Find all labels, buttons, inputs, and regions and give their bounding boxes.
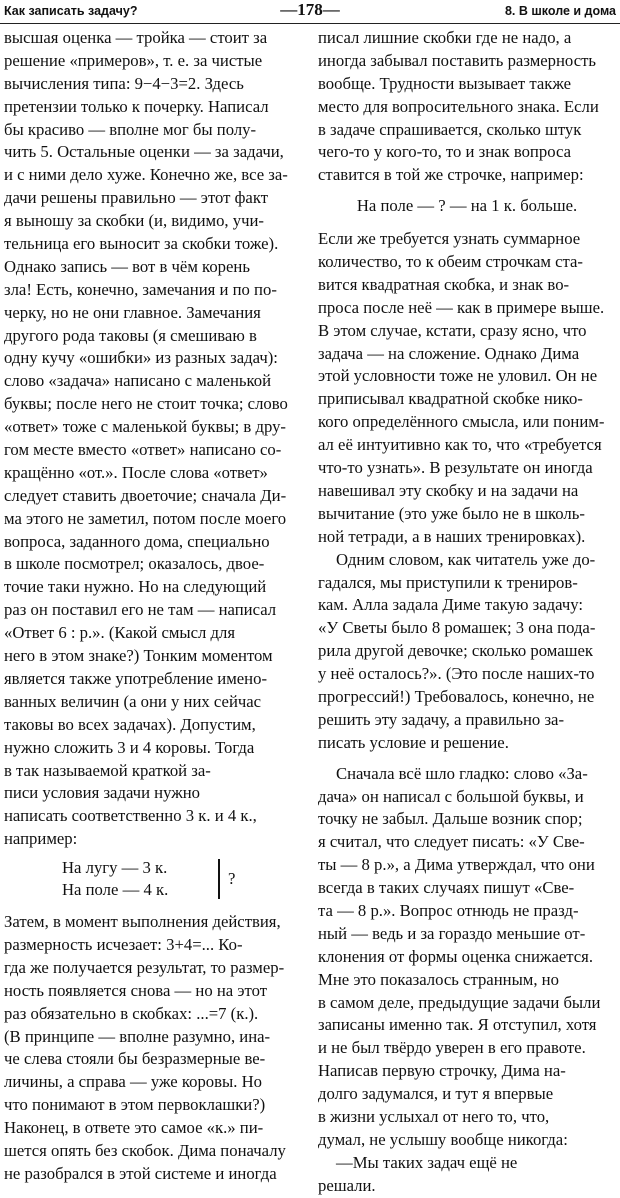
text-line: слово «задача» написано с маленькой — [4, 371, 272, 391]
text-line: точие таки нужно. Но на следующий — [4, 577, 267, 597]
text-line: писал лишние скобки где не надо, а — [318, 28, 572, 47]
text-line: я выношу за скобки (и, видимо, учи- — [4, 211, 264, 231]
text-line: «Ответ 6 : р.». (Какой смысл для — [4, 623, 236, 643]
text-line: что-то узнать». В результате он иногда — [318, 458, 593, 478]
text-line: всегда в таких случаях пишут «Све- — [318, 878, 575, 898]
text-line: кого определённого смысла, или поним- — [318, 412, 605, 432]
text-line: кращённо «от.». После слова «ответ» — [4, 462, 268, 482]
text-line: гда же получается результат, то размер- — [4, 957, 285, 977]
text-line: иногда забывал поставить размерность — [318, 50, 596, 70]
text-line: нужно сложить 3 и 4 коровы. Тогда — [4, 737, 255, 757]
text-line: задача — на сложение. Однако Дима — [318, 343, 580, 363]
text-line: следует ставить двоеточие; сначала Ди- — [4, 485, 287, 505]
text-line: и не был твёрдо уверен в его правоте. — [318, 1038, 586, 1058]
text-line: гадался, мы приступили к трениров- — [318, 572, 578, 592]
text-line: высшая оценка — тройка — стоит за — [4, 28, 268, 47]
text-line: чить 5. Остальные оценки — за задачи, — [4, 142, 284, 162]
page-number: —178— — [280, 0, 340, 19]
text-line: место для вопросительного знака. Если — [318, 96, 599, 116]
text-line: и с ними дело хуже. Конечно же, все за- — [4, 165, 288, 185]
text-line: размерность исчезает: 3+4=... Ко- — [4, 934, 243, 954]
text-line: прогрессий!) Требовалось, конечно, не — [318, 686, 595, 706]
text-line: является также употребление имено- — [4, 668, 268, 688]
text-line: Сначала всё шло гладко: слово «За- — [336, 763, 588, 783]
text-line: зла! Есть, конечно, замечания и по по- — [4, 279, 277, 299]
text-line: дачи решены правильно — этот факт — [4, 188, 269, 208]
text-line: у неё осталось?». (Это после наших-то — [318, 664, 595, 684]
text-line: я считал, что следует писать: «У Све- — [318, 832, 585, 852]
text-line: шется опять без скобок. Дима поначалу — [4, 1140, 286, 1160]
text-line: та — 8 р.». Вопрос отнюдь не празд- — [318, 900, 579, 920]
example-line-1: На лугу — 3 к. — [62, 858, 168, 878]
chapter-title: Как записать задачу? — [4, 4, 138, 18]
text-line: рила другой девочке; сколько ромашек — [318, 641, 593, 661]
square-bracket — [212, 859, 220, 899]
text-line: Однако запись — вот в чём корень — [4, 256, 250, 276]
text-line: буквы; после него не стоит точка; слово — [4, 394, 288, 414]
right-column — [318, 27, 616, 1198]
text-line: раз обязательно в скобках: ...=7 (к.). — [4, 1003, 259, 1023]
example-block — [4, 857, 304, 903]
left-column — [4, 27, 304, 1186]
text-line: решение «примеров», т. е. за чистые — [4, 50, 263, 70]
text-line: например: — [4, 829, 78, 849]
text-line: тельница его выносит за скобки тоже). — [4, 234, 279, 254]
text-line: в жизни услыхал от него то, что, — [318, 1106, 550, 1126]
text-line: чего-то у кого-то, то и знак вопроса — [318, 142, 571, 162]
text-line: черку, но не они главное. Замечания — [4, 302, 261, 322]
text-line: этой условности тоже не уловил. Он не — [318, 366, 598, 386]
text-line: В этом случае, кстати, сразу ясно, что — [318, 320, 587, 340]
text-line: «ответ» тоже с маленькой буквы; в дру- — [4, 417, 286, 437]
text-line: вится квадратная скобка, и знак во- — [318, 274, 570, 294]
right-example: На поле — ? — на 1 к. больше. — [356, 196, 578, 216]
text-line: претензии только к почерку. Написал — [4, 96, 269, 116]
text-line: ной тетради, а в наших тренировках). — [318, 526, 586, 546]
text-line: в школе посмотрел; оказалось, двое- — [4, 554, 265, 574]
text-line: одну кучу «ошибки» из разных задач): — [4, 348, 278, 368]
text-line: ный — ведь и за гораздо меньшие от- — [318, 923, 586, 943]
running-header — [0, 0, 620, 24]
text-line: —Мы таких задач ещё не — [336, 1152, 518, 1172]
text-line: вычитание (это уже было не в школь- — [318, 503, 585, 523]
text-line: приписывал квадратной скобке нико- — [318, 389, 583, 409]
text-line: него в этом знаке?) Тонким моментом — [4, 646, 273, 666]
header-divider — [0, 23, 620, 24]
text-line: в так называемой краткой за- — [4, 760, 211, 780]
text-line: бы красиво — вполне мог бы полу- — [4, 119, 257, 139]
text-line: количество, то к обеим строчкам ста- — [318, 252, 583, 272]
text-line: (В принципе — вполне разумно, ина- — [4, 1026, 271, 1046]
text-line: клонения от формы оценка снижается. — [318, 946, 594, 966]
text-line: вопроса, заданного дома, специально — [4, 531, 270, 551]
text-line: че слева стояли бы безразмерные ве- — [4, 1049, 266, 1069]
text-line: ставится в той же строчке, например: — [318, 165, 584, 185]
text-line: написать соответственно 3 к. и 4 к., — [4, 806, 257, 826]
text-line: в задаче спрашивается, сколько штук — [318, 119, 582, 139]
text-line: Написав первую строчку, Дима на- — [318, 1061, 566, 1081]
text-line: решали. — [318, 1175, 376, 1195]
text-line: «У Светы было 8 ромашек; 3 она пода- — [318, 618, 596, 638]
text-line: ты — 8 р.», а Дима утверждал, что они — [318, 855, 595, 875]
text-line: Мне это показалось странным, но — [318, 969, 559, 989]
section-title: 8. В школе и дома — [504, 4, 616, 18]
text-line: записаны именно так. Я отступил, хотя — [318, 1015, 597, 1035]
text-line: долго задумался, и тут я впервые — [318, 1084, 554, 1104]
text-line: проса после неё — как в примере выше. — [318, 297, 605, 317]
text-line: раз он поставил его не там — написал — [4, 600, 277, 620]
text-line: вычисления типа: 9−4−3=2. Здесь — [4, 73, 244, 93]
text-line: гом месте вместо «ответ» написано со- — [4, 440, 282, 460]
text-line: дача» он написал с большой буквы, и — [318, 786, 584, 806]
text-line: вообще. Трудности вызывает также — [318, 73, 572, 93]
text-line: ванных величин (а они у них сейчас — [4, 691, 262, 711]
text-line: кам. Алла задала Диме такую задачу: — [318, 595, 583, 615]
text-line: личины, а справа — уже коровы. Но — [4, 1072, 262, 1092]
text-line: писать условие и решение. — [318, 732, 509, 752]
text-line: ность появляется снова — но на этот — [4, 980, 268, 1000]
text-line: Одним словом, как читатель уже до- — [336, 549, 596, 569]
text-line: думал, не услышу вообще никогда: — [318, 1129, 568, 1149]
text-line: что понимают в этом первоклашки?) — [4, 1095, 266, 1115]
text-line: в самом деле, предыдущие задачи были — [318, 992, 601, 1012]
question-mark: ? — [228, 869, 236, 889]
text-line: писи условия задачи нужно — [4, 783, 201, 803]
text-line: Если же требуется узнать суммарное — [318, 229, 581, 249]
text-line: другого рода таковы (я смешиваю в — [4, 325, 257, 345]
text-line: Наконец, в ответе это самое «к.» пи- — [4, 1118, 264, 1138]
text-line: решить эту задачу, а правильно за- — [318, 709, 565, 729]
example-line-2: На поле — 4 к. — [62, 880, 169, 900]
text-line: ма этого не заметил, потом после моего — [4, 508, 287, 528]
text-line: Затем, в момент выполнения действия, — [4, 912, 281, 932]
text-line: таковы во всех задачах). Допустим, — [4, 714, 256, 734]
text-line: не разобрался в этой системе и иногда — [4, 1163, 277, 1183]
text-line: точку не забыл. Дальше возник спор; — [318, 809, 583, 829]
text-line: ал её интуитивно как то, что «требуется — [318, 435, 602, 455]
text-line: навешивал эту скобку и на задачи на — [318, 480, 579, 500]
